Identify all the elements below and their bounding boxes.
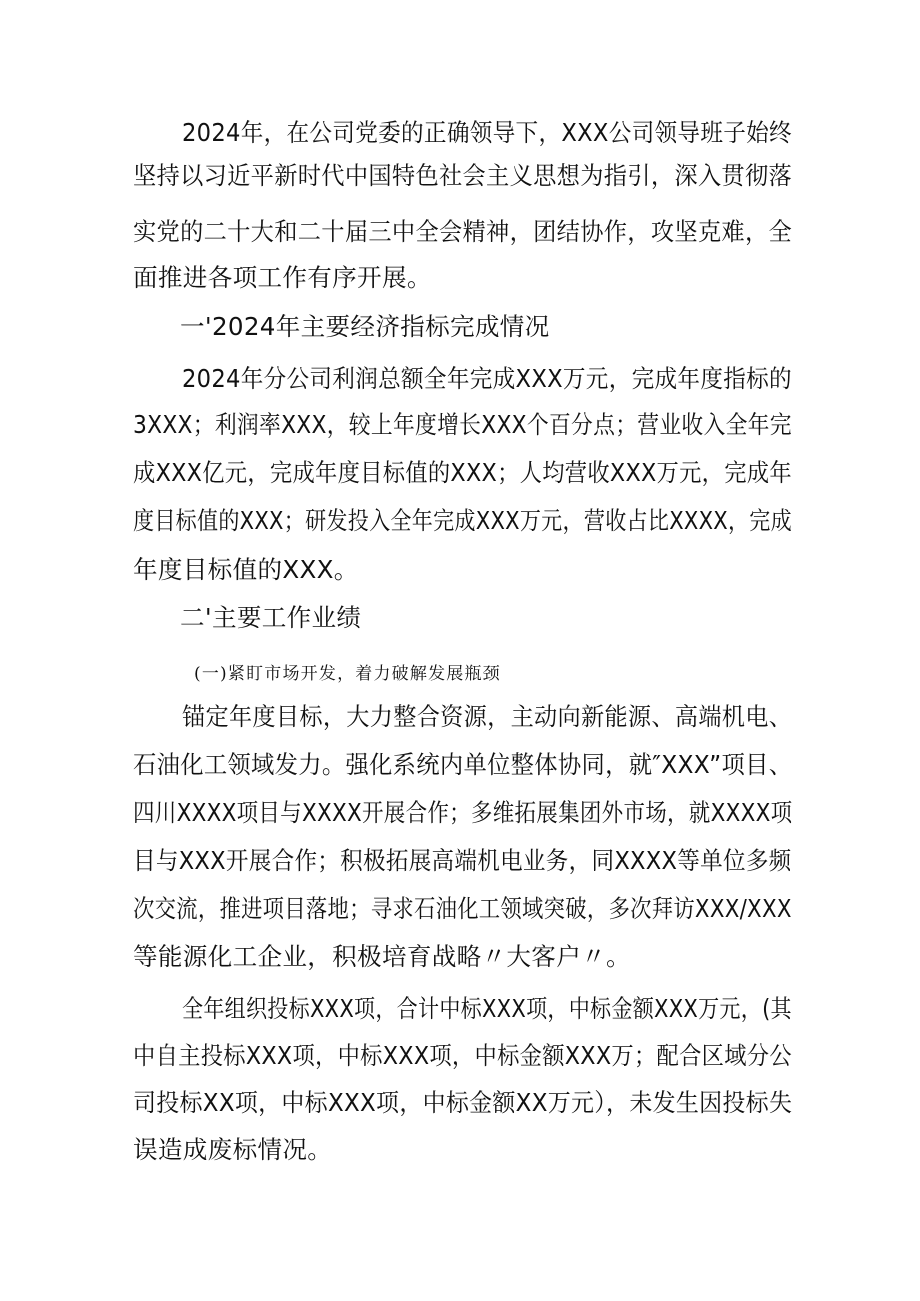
economic-line-3: 成XXX亿元，完成年度目标值的XXX；人均营收XXX万元，完成年 [133,458,792,487]
intro-line-4: 面推进各项工作有序开展。 [133,263,432,292]
intro-line-2: 坚持以习近平新时代中国特色社会主义思想为指引，深入贯彻落 [133,161,793,190]
market-line-2: 石油化工领域发力。强化系统内单位整体协同，就″XXX”项目、 [133,750,793,779]
intro-line-1: 2024年，在公司党委的正确领导下，XXX公司领导班子始终 [182,118,792,147]
market-line-5: 次交流，推进项目落地；寻求石油化工领域突破，多次拜访XXX/XXX [133,894,792,923]
market-line-3: 四川XXXX项目与XXXX开展合作；多维拓展集团外市场，就XXXX项 [133,798,793,827]
economic-line-1: 2024年分公司利润总额全年完成XXX万元，完成年度指标的 [182,364,792,393]
market-line-4: 目与XXX开展合作；积极拓展高端机电业务，同XXXX等单位多频 [133,846,792,875]
market-line-6: 等能源化工企业，积极培育战略〃大客户〃。 [133,942,631,971]
section-heading-1: 一'2024年主要经济指标完成情况 [180,312,550,341]
market-line-1: 锚定年度目标，大力整合资源，主动向新能源、高端机电、 [182,702,793,731]
intro-line-3: 实党的二十大和二十届三中全会精神，团结协作，攻坚克难，全 [133,217,793,246]
section-heading-2: 二'主要工作业绩 [180,603,362,632]
bidding-line-2: 中自主投标XXX项，中标XXX项，中标金额XXX万；配合区域分公 [133,1041,792,1070]
economic-line-2: 3XXX；利润率XXX，较上年度增长XXX个百分点；营业收入全年完 [133,410,792,439]
bidding-line-1: 全年组织投标XXX项，合计中标XXX项，中标金额XXX万元，(其 [182,994,792,1023]
bidding-line-3: 司投标XX项，中标XXX项，中标金额XX万元），未发生因投标失 [133,1088,793,1117]
subsection-heading-1: (一)紧盯市场开发，着力破解发展瓶颈 [194,664,501,684]
bidding-line-4: 误造成废标情况。 [133,1135,333,1164]
economic-line-4: 度目标值的XXX；研发投入全年完成XXX万元，营收占比XXXX，完成 [133,506,792,535]
economic-line-5: 年度目标值的XXX。 [133,555,359,584]
